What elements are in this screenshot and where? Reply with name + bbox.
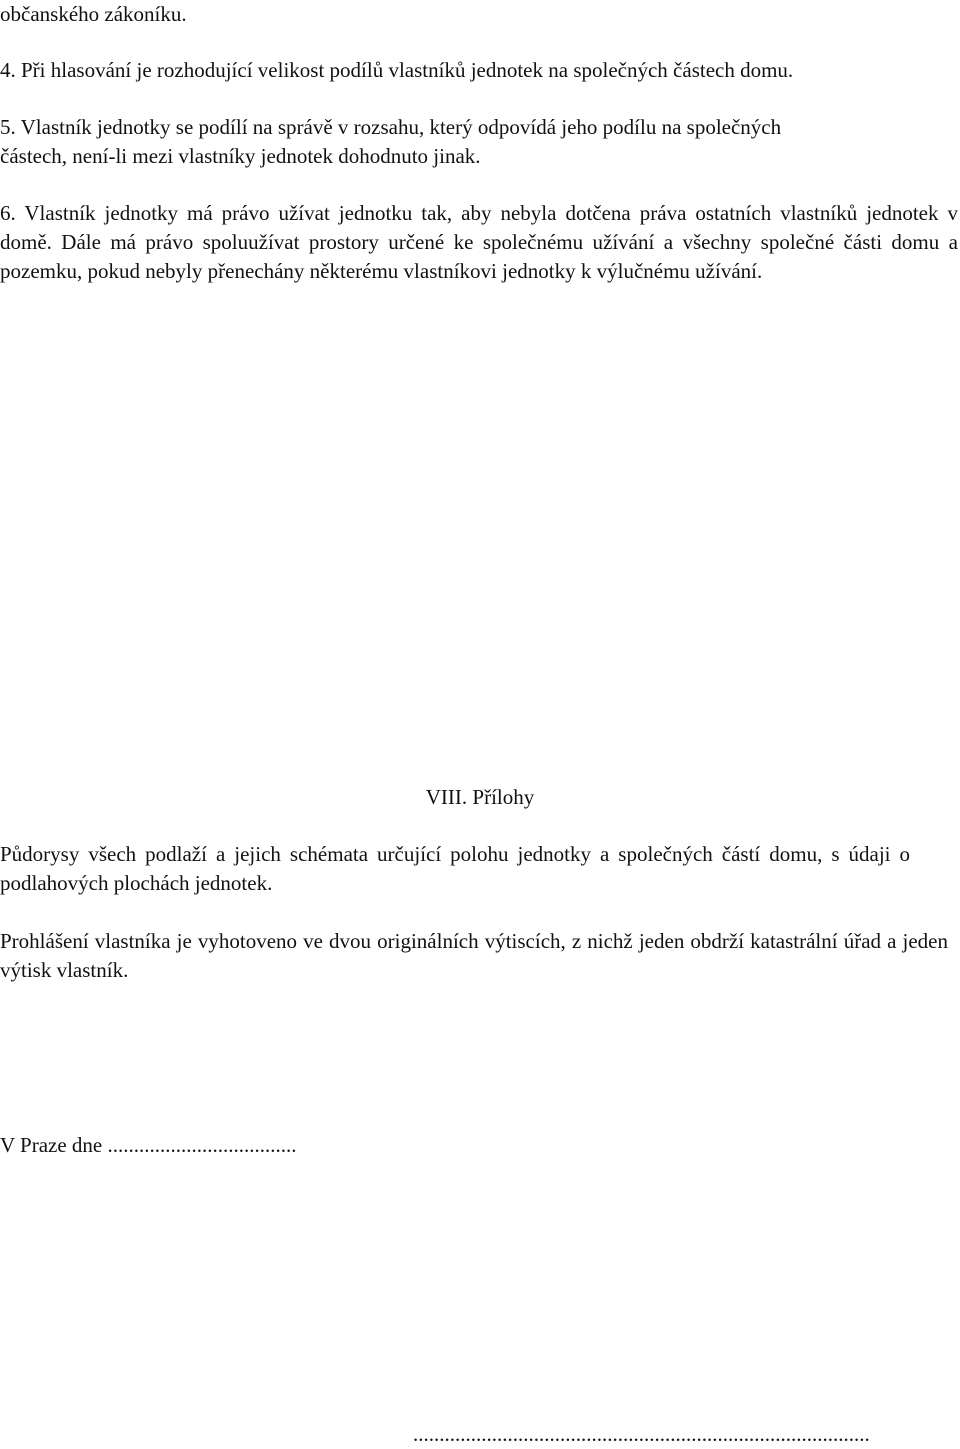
list-item-6 (0, 199, 958, 286)
list-item-text-line-2: částech, není-li mezi vlastníky jednotek dohodnuto jinak. (0, 144, 481, 168)
copies-paragraph: Prohlášení vlastníka je vyhotoveno ve dvou originálních výtiscích, z nichž jeden obdrží katastrální úřad a jeden výtisk vlastník. (0, 929, 948, 982)
list-item-number: 5. (0, 115, 16, 139)
list-item-number: 6. (0, 201, 16, 225)
attachments-paragraph: Půdorysy všech podlaží a jejich schémata určující polohu jednotky a společných částí domu, s údaji o podlahových plochách jednotek. (0, 842, 910, 895)
place-date-line: V Praze dne .................................... (0, 1133, 297, 1157)
list-item-text: Vlastník jednotky má právo užívat jednotku tak, aby nebyla dotčena práva ostatních vlastníků jednotek v domě. Dále má právo spoluužívat prostory určené ke společnému užívání a všechny společné části domu a pozemku, pokud nebyly přenechány některému vlastníkovi jednotky k výlučnému užívání. (0, 201, 958, 283)
signature-line: ....................................................................................... (413, 1422, 870, 1446)
section-heading: VIII. Přílohy (425, 785, 535, 809)
list-item-number: 4. (0, 58, 16, 82)
list-item-text-line-1: Vlastník jednotky se podílí na správě v rozsahu, který odpovídá jeho podílu na společných (20, 115, 782, 139)
list-item-4 (0, 56, 793, 85)
list-item-text: Při hlasování je rozhodující velikost podílů vlastníků jednotek na společných částech domu. (21, 58, 794, 82)
top-text-fragment: občanského zákoníku. (0, 2, 187, 26)
